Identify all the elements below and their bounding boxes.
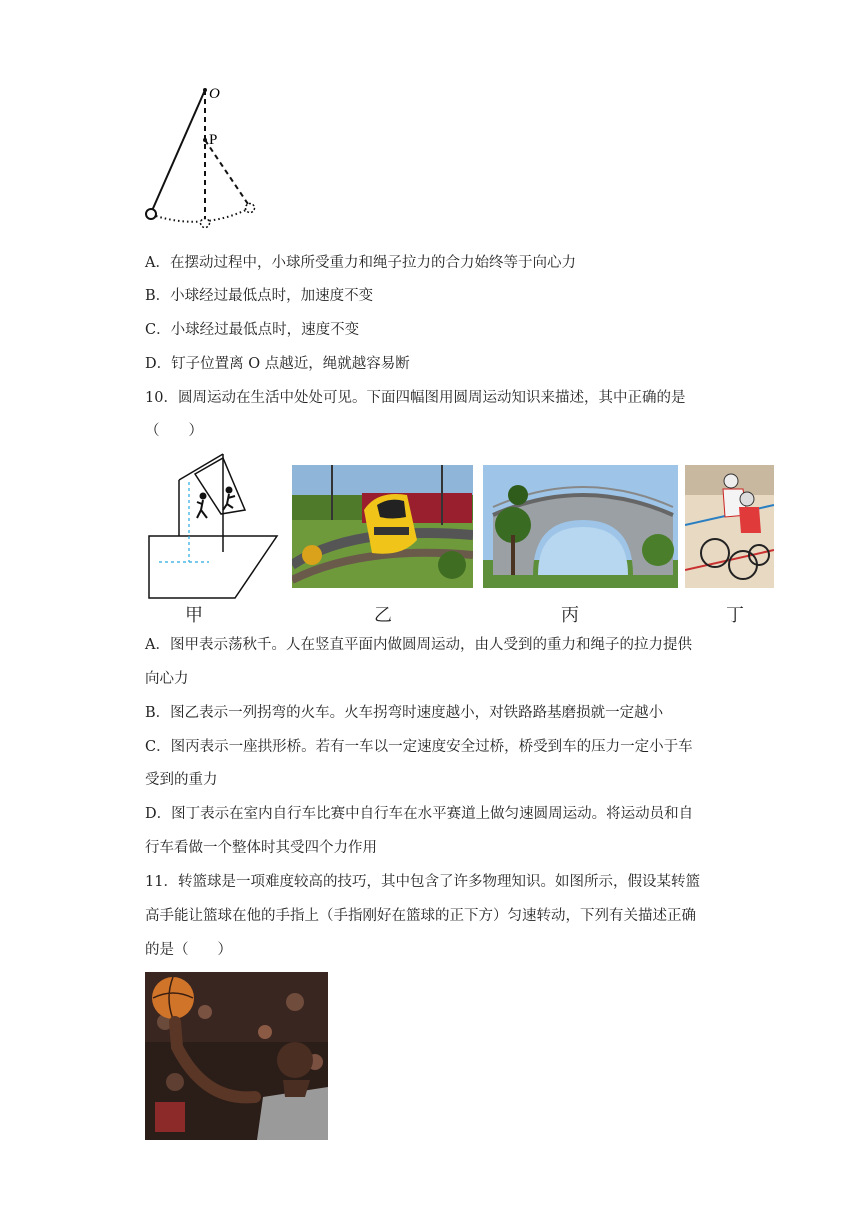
q9-option-a: A．在摆动过程中，小球所受重力和绳子拉力的合力始终等于向心力	[145, 255, 576, 271]
person-head-1	[200, 493, 207, 500]
caption-ding: 丁	[726, 605, 744, 626]
q10-stem-line1: 10．圆周运动在生活中处处可见。下面四幅图用圆周运动知识来描述，其中正确的是	[145, 390, 686, 406]
person-head-2	[226, 487, 233, 494]
q10-option-b: B．图乙表示一列拐弯的火车。火车拐弯时速度越小，对铁路路基磨损就一定越小	[145, 705, 664, 721]
caption-yi: 乙	[374, 605, 392, 626]
basketball-photo	[145, 972, 328, 1140]
person-body-1	[197, 500, 207, 518]
label-o: O	[209, 86, 220, 102]
q11-stem-line3: 的是（ ）	[145, 942, 232, 958]
rope-left	[151, 90, 205, 213]
label-p: P	[209, 132, 218, 148]
cyclists-photo	[685, 465, 774, 588]
q10-option-a-line2: 向心力	[145, 671, 189, 687]
person-body-2	[223, 494, 235, 510]
caption-jia: 甲	[185, 605, 203, 626]
q10-option-d-line2: 行车看做一个整体时其受四个力作用	[145, 840, 377, 856]
q9-option-d: D．钉子位置离 O 点越近，绳就越容易断	[145, 356, 410, 372]
q10-option-c-line1: C．图丙表示一座拱形桥。若有一车以一定速度安全过桥，桥受到车的压力一定小于车	[145, 739, 693, 755]
q10-option-a-line1: A．图甲表示荡秋千。人在竖直平面内做圆周运动，由人受到的重力和绳子的拉力提供	[145, 637, 692, 653]
caption-bing: 丙	[561, 605, 579, 626]
nail-point	[203, 138, 207, 142]
q9-option-c: C．小球经过最低点时，速度不变	[145, 322, 360, 338]
q10-stem-line2: （ ）	[145, 423, 203, 439]
ball-left	[146, 209, 156, 219]
q10-option-d-line1: D．图丁表示在室内自行车比赛中自行车在水平赛道上做匀速圆周运动。将运动员和自	[145, 806, 694, 822]
q10-option-c-line2: 受到的重力	[145, 772, 218, 788]
swing-beam	[179, 454, 223, 480]
pendulum-figure	[140, 80, 270, 235]
ball-right	[246, 204, 255, 213]
train-photo	[292, 465, 473, 588]
pivot-point	[203, 88, 207, 92]
ground-plane	[149, 536, 277, 598]
ball-bottom	[201, 219, 210, 228]
q11-stem-line1: 11．转篮球是一项难度较高的技巧，其中包含了许多物理知识。如图所示，假设某转篮	[145, 874, 700, 890]
q9-option-b: B．小球经过最低点时，加速度不变	[145, 288, 374, 304]
rope-right-dashed	[205, 140, 250, 207]
q11-stem-line2: 高手能让篮球在他的手指上（手指刚好在篮球的正下方）匀速转动，下列有关描述正确	[145, 908, 696, 924]
bridge-photo	[483, 465, 678, 588]
swing-diagram	[145, 452, 280, 600]
